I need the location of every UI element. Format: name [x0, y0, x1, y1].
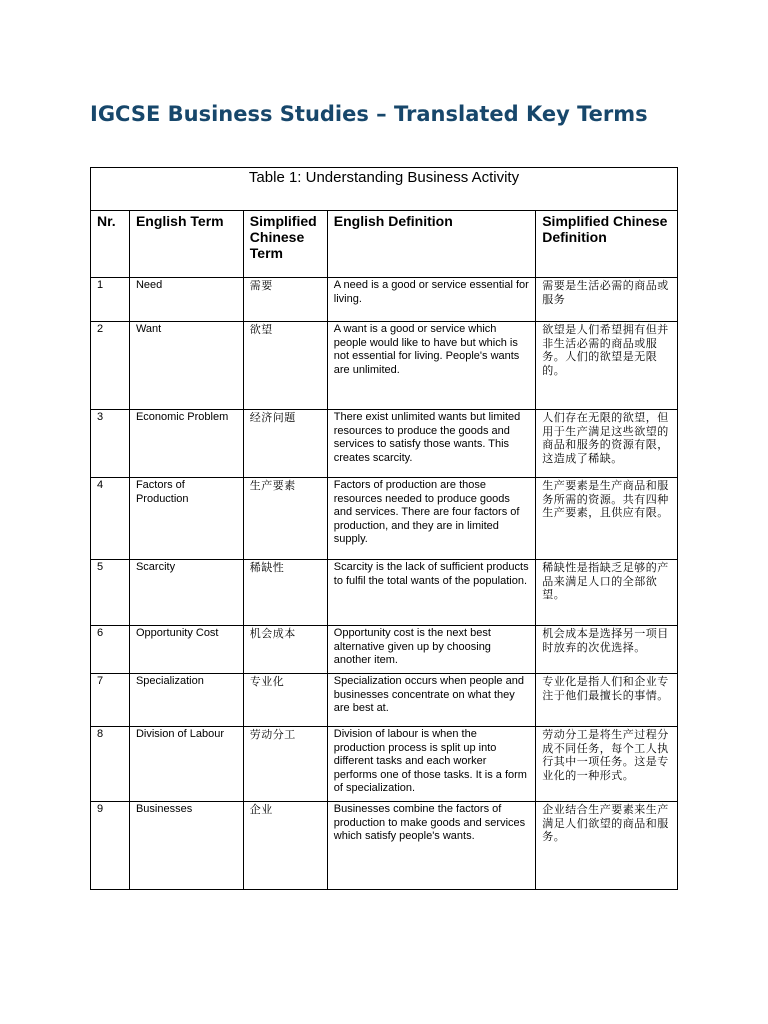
chinese-definition: 生产要素是生产商品和服务所需的资源。共有四种生产要素，且供应有限。	[536, 478, 678, 560]
row-number: 4	[91, 478, 130, 560]
chinese-definition: 机会成本是选择另一项目时放弃的次优选择。	[536, 626, 678, 674]
header-english-definition: English Definition	[327, 211, 535, 278]
header-nr: Nr.	[91, 211, 130, 278]
table-row	[91, 322, 678, 410]
english-definition: Division of labour is when the production process is split up into different tasks and each worker performs one of those tasks. It is a form of specialization.	[327, 727, 535, 802]
english-term: Division of Labour	[129, 727, 243, 802]
row-number: 8	[91, 727, 130, 802]
row-number: 1	[91, 278, 130, 322]
chinese-definition: 劳动分工是将生产过程分成不同任务，每个工人执行其中一项任务。这是专业化的一种形式。	[536, 727, 678, 802]
chinese-term: 欲望	[243, 322, 327, 410]
english-definition: Factors of production are those resources needed to produce goods and services. There are four factors of production, and they are in limited supply.	[327, 478, 535, 560]
table-row	[91, 478, 678, 560]
row-number: 9	[91, 802, 130, 890]
table-row	[91, 626, 678, 674]
chinese-term: 机会成本	[243, 626, 327, 674]
row-number: 7	[91, 674, 130, 727]
row-number: 5	[91, 560, 130, 626]
chinese-term: 经济问题	[243, 410, 327, 478]
table-caption: Table 1: Understanding Business Activity	[91, 168, 678, 211]
chinese-term: 需要	[243, 278, 327, 322]
english-term: Businesses	[129, 802, 243, 890]
english-definition: There exist unlimited wants but limited resources to produce the goods and services to satisfy those wants. This creates scarcity.	[327, 410, 535, 478]
chinese-term: 劳动分工	[243, 727, 327, 802]
row-number: 2	[91, 322, 130, 410]
chinese-definition: 人们存在无限的欲望，但用于生产满足这些欲望的商品和服务的资源有限，这造成了稀缺。	[536, 410, 678, 478]
table-row	[91, 674, 678, 727]
document-title: IGCSE Business Studies – Translated Key Terms	[90, 102, 648, 126]
table-row	[91, 560, 678, 626]
header-chinese-definition: Simplified Chinese Definition	[536, 211, 678, 278]
chinese-definition: 欲望是人们希望拥有但并非生活必需的商品或服务。人们的欲望是无限的。	[536, 322, 678, 410]
english-term: Want	[129, 322, 243, 410]
key-terms-table	[90, 167, 678, 890]
english-term: Specialization	[129, 674, 243, 727]
row-number: 3	[91, 410, 130, 478]
english-term: Need	[129, 278, 243, 322]
chinese-definition: 需要是生活必需的商品或服务	[536, 278, 678, 322]
header-chinese-term: Simplified Chinese Term	[243, 211, 327, 278]
chinese-term: 生产要素	[243, 478, 327, 560]
english-term: Opportunity Cost	[129, 626, 243, 674]
table-header-row	[91, 211, 678, 278]
chinese-definition: 专业化是指人们和企业专注于他们最擅长的事情。	[536, 674, 678, 727]
header-english-term: English Term	[129, 211, 243, 278]
english-term: Economic Problem	[129, 410, 243, 478]
chinese-definition: 企业结合生产要素来生产满足人们欲望的商品和服务。	[536, 802, 678, 890]
english-term: Scarcity	[129, 560, 243, 626]
table-row	[91, 410, 678, 478]
english-definition: Scarcity is the lack of sufficient products to fulfil the total wants of the population.	[327, 560, 535, 626]
chinese-term: 专业化	[243, 674, 327, 727]
english-term: Factors of Production	[129, 478, 243, 560]
chinese-term: 企业	[243, 802, 327, 890]
english-definition: Specialization occurs when people and businesses concentrate on what they are best at.	[327, 674, 535, 727]
table-row	[91, 278, 678, 322]
english-definition: Opportunity cost is the next best alternative given up by choosing another item.	[327, 626, 535, 674]
english-definition: A want is a good or service which people would like to have but which is not essential for living. People's wants are unlimited.	[327, 322, 535, 410]
english-definition: Businesses combine the factors of production to make goods and services which satisfy people's wants.	[327, 802, 535, 890]
chinese-definition: 稀缺性是指缺乏足够的产品来满足人口的全部欲望。	[536, 560, 678, 626]
row-number: 6	[91, 626, 130, 674]
chinese-term: 稀缺性	[243, 560, 327, 626]
table-row	[91, 802, 678, 890]
table-row	[91, 727, 678, 802]
english-definition: A need is a good or service essential for living.	[327, 278, 535, 322]
